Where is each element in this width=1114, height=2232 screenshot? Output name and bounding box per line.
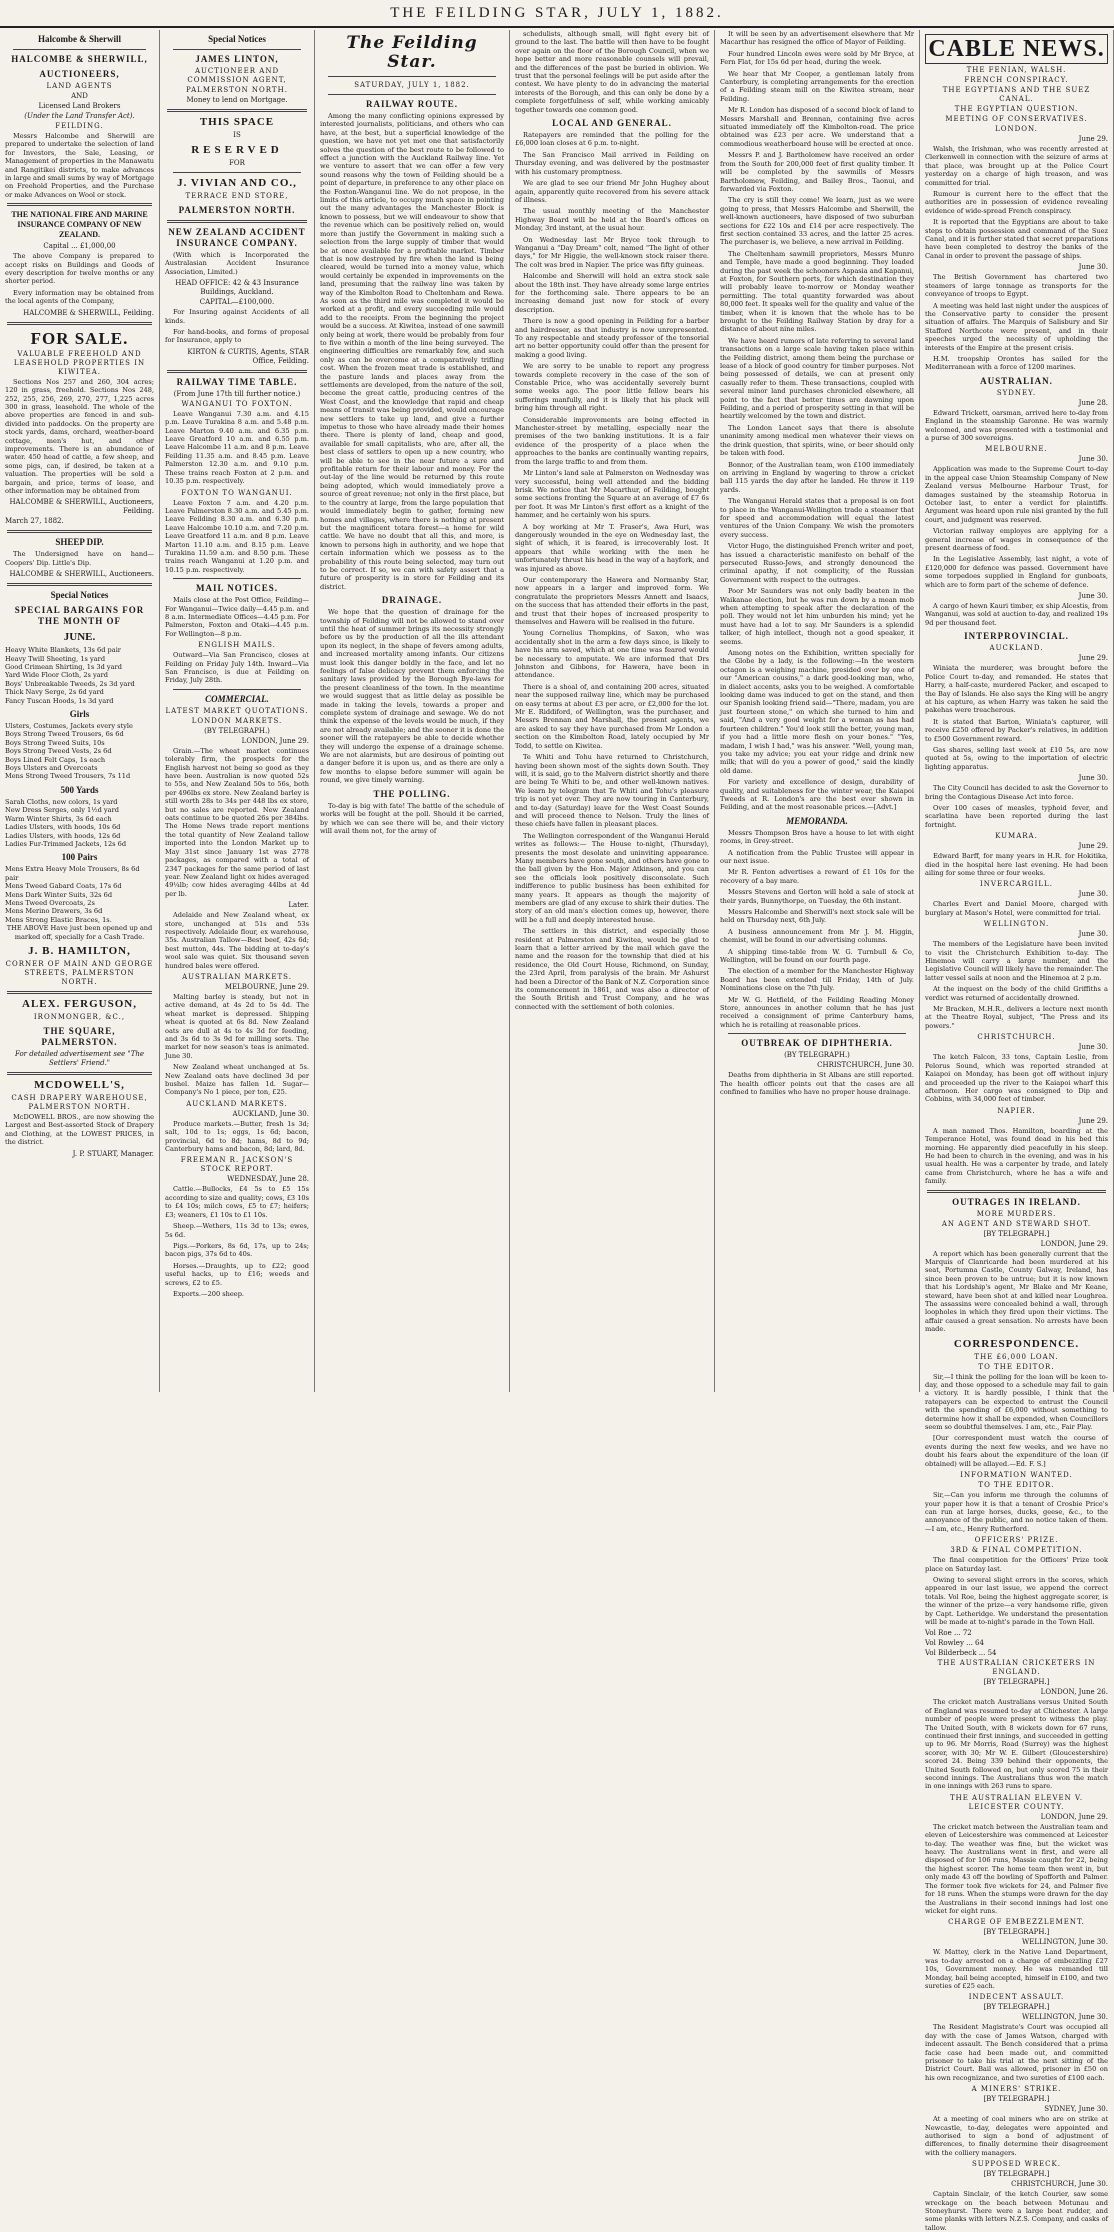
article-heading: MORE MURDERS. (976, 1209, 1057, 1218)
article-body: To-day is big with fate! The battle of the schedule of works will be fought at the poll. Should it be carried, by which we can see there will be, and their victory will avail them not, for the army of (320, 801, 504, 835)
place-heading: SYDNEY. (996, 388, 1037, 397)
reserved-line: RESERVED (191, 144, 283, 156)
article-heading: INFORMATION WANTED. (960, 1471, 1073, 1480)
article-heading: THE £6,000 LOAN. (974, 1352, 1059, 1361)
section-heading: Special Notices (208, 34, 266, 44)
column-6 (920, 30, 1114, 2232)
article-body: Exports.—200 sheep. (173, 1289, 245, 1298)
article-body: Horses.—Draughts, up to £22; good useful hacks, up to £16; weeds and screws, £2 to £5. (165, 1261, 309, 1287)
news-item: There is now a good opening in Feilding for a barber and hairdresser, as that industry is now unrepresented. To any respectable and steady professor of the tonsorial art no better opportunity could offer than the present for making a good living. (515, 317, 709, 359)
dateline: LONDON, June 26. (1040, 1688, 1108, 1697)
ad-body: Messrs Halcombe and Sherwill are prepared to undertake the selection of land for Investors, the Sale, Leasing, or Management of properties in the Manawatu and Rangitikei districts, to make advances in large and small sums by way of Mortgage on Freehold Properties, and the Purchase or make Advances on Wool or stock. (5, 132, 154, 199)
list-item: Yard Wide Floor Cloth, 2s yard (5, 671, 109, 680)
ad-capital: Capital ... £1,000,00 (43, 242, 116, 251)
ad-name: ALEX. FERGUSON, (22, 997, 137, 1010)
news-item: Poor Mr Saunders was not only badly beaten in the Waikanae election, but he was run down by a mean mob when attempting to speak after the declaration of the poll. They would not let him unburden his mind; yet he must have had a lot to say. Mr Saunders is a splendid talker, of high intellect, though not a good speaker, it seems. (720, 587, 914, 646)
ad-name: JAMES LINTON, (195, 54, 279, 64)
ad-subheading: Girls (69, 709, 90, 720)
news-item: Mr Bracken, M.H.R., delivers a lecture next month at the Theatre Royal, subject, "The Press and its powers." (925, 1005, 1108, 1030)
rule (173, 578, 301, 579)
ad-date: March 27, 1882. (5, 517, 64, 526)
list-item: Ladies Ulsters, with hoods, 12s 6d (5, 831, 121, 840)
rule (173, 689, 301, 690)
list-item: Heavy White Blankets, 13s 6d pair (5, 646, 121, 655)
list-item: Mens Tweed Gabard Coats, 17s 6d (5, 882, 122, 891)
news-item: A meeting was held last night under the auspices of the Conservative party to consider the present situation of affairs. The Marquis of Salisbury and Sir Stafford Northcote were present, and in their speeches urged the necessity of upholding the interests of the Empire at the present crisis. (925, 301, 1108, 352)
news-item: Young Cornelius Thompkins, of Saxon, who was accidentally shot in the arm a few days since, is likely to have his arm saved, which at one time was feared would be necessary to amputate. We are informed that Drs Johnston and Gibbons, for Hawera, have been in attendance. (515, 629, 709, 680)
list-item: Heavy Twill Sheeting, 1s yard (5, 654, 106, 663)
ad-and: AND (71, 92, 88, 100)
column-2 (160, 30, 315, 1392)
list-item: Mens Extra Heavy Mole Trousers, 8s 6d pair (5, 865, 140, 882)
list-item: Ulsters, Costumes, Jackets every style (5, 722, 133, 731)
article-body: Produce markets.—Butter, fresh 1s 3d; salt, 10d to 1s; eggs, 1s 6d; bacon, provincial, 6d to 8d; hams, 8d to 9d; Canterbury hams and bacon, 8d; lard, 8d. (165, 1119, 309, 1154)
place-heading: INVERCARGILL. (980, 880, 1053, 889)
news-item: A business announcement from Mr J. M. Higgin, chemist, will be found in our advertising columns. (720, 927, 914, 945)
news-item: Messrs Halcombe and Sherwill's next stock sale will be held on Thursday next, 6th July. (720, 908, 914, 925)
ad-heading: THE NATIONAL FIRE AND MARINE INSURANCE COMPANY OF NEW ZEALAND. (11, 210, 148, 240)
rule (7, 530, 152, 533)
list-item: Good Crimean Shirting, 1s 3d yard (5, 663, 122, 671)
dateline: June 29. (1078, 654, 1108, 663)
section-heading: AUSTRALIAN. (980, 375, 1053, 386)
ad-subheading: 500 Yards (60, 784, 99, 795)
rule (7, 583, 152, 586)
ad-role: Licensed Land Brokers (38, 102, 121, 110)
dateline: LONDON, June 29. (1040, 1239, 1108, 1248)
letter-body: Sir,—Can you inform me through the columns of your paper how it is that a tenant of Crosbie Price's can run at large horses, ducks, geese, &c., to the annoyance of the public, and no notice taken of them.—I am, etc., Henry Rutherford. (925, 1491, 1108, 1533)
article-heading: OUTBREAK OF DIPHTHERIA. (741, 1038, 893, 1049)
ad-body: THE ABOVE Have just been opened up and marked off, specially for a Cash Trade. (6, 924, 153, 941)
list-item: Mens Strong Elastic Braces, 1s. (5, 915, 112, 924)
news-item: A cargo of hewn Kauri timber, ex ship Alcestis, from Wanganui, was sold at auction to-day, and realized 19s 9d per thousand feet. (925, 602, 1108, 627)
news-item: The London Lancet says that there is absolute unanimity among medical men whatever their views on the drink question, that spirits, wine, or beer should only be taken with food. (720, 423, 914, 458)
news-item: For variety and excellence of design, durability of quality, and suitableness for the winter wear, the Kaiapoi Tweeds at R. London's are the best ever shown in Feilding, and at the most reasonable prices.—[Advt.] (720, 778, 914, 812)
timetable: Leave Wanganui 7.30 a.m. and 4.15 p.m. Leave Turakina 8 a.m. and 5.48 p.m. Leave Marton 9.40 a.m. and 6.35 p.m. Leave Greatford 10 a.m. and 6.55 p.m. Leave Halcombe 11 a.m. and 8 p.m. Leave Feilding 11.35 a.m. and 8.45 p.m. Leave Palmerston 12.30 a.m. and 9.10 p.m. These trains reach Foxton at 2 p.m. and 10.35 p.m. respectively. (165, 409, 309, 486)
ad-heading: FOR SALE. (30, 328, 129, 348)
article-body: Grain.—The wheat market continues tolerably firm, the prospects for the English harvest not being so good as they have been. Australian is now quoted 52s to 55s, and New Zealand 50s to 56s, both per 496lbs ex store. New Zealand barley is still worth 28s to 34s per 448 lbs ex store, but no sales are reported. New Zealand oats continue to be quoted 26s per 384lbs. The Home News trade report mentions the total quantity of New Zealand tallow imported into the London Market up to May 31st since January 1st was 2778 packages, as compared with a total of 2347 packages for the same period of last year. New Zealand light ox hides averaged 49¼lb; cow hides averaging 44lbs at 4d per lb. (165, 746, 309, 898)
article-heading: THE POLLING. (373, 788, 451, 799)
ad-name: NEW ZEALAND ACCIDENT INSURANCE COMPANY. (168, 227, 306, 248)
news-item: The election of a member for the Manchester Highway Board has been extended till Friday, 14th of July. Nominations close on the 7th July. (720, 967, 914, 993)
dateline: MELBOURNE, June 29. (224, 982, 309, 991)
rule (328, 94, 496, 95)
telegraph-note: [BY TELEGRAPH.] (983, 1678, 1050, 1687)
news-item: Among notes on the Exhibition, written specially for the Globe by a lady, is the following:—In the western octagon is a weighing machine, presided over by one of our "American cousins," a dark good-looking man, who, in dialect accents, asks you to be weighed. A comfortable looking dame was induced to get on the stand, and then our Spanish looking friend said—"There, madam, you are just fourteen stone," on which she turned to him and said, "And a very good weight for a woman as has had fourteen children." You'd look still the better, young man, if you had a little more flesh on your bones." "Yes, madam, I wish I had," was his answer. "Well, young man, you take my advice; you eat your ridge and drink new milk; that will do you a power of good," said the kindly old dame. (720, 649, 914, 775)
news-item: Te Whiti and Tohu have returned to Christchurch, having been shown most of the sights down South. They will, it is said, go to the Malvern district shortly and there are being Te Whiti to be, and other well-known natives. We learn by telegram that Te Whiti and Tohu's pleasure trip is not yet over. They are now touring in Canterbury, and to-day (Saturday) leave for the West Coast Sounds and will proceed thence to Nelson. Truly the lines of these chiefs have fallen in pleasant places. (515, 753, 709, 829)
dateline: WELLINGTON, June 30. (1022, 1938, 1108, 1947)
rule (7, 1072, 152, 1075)
news-item: It will be seen by an advertisement elsewhere that Mr Macarthur has resigned the office of Mayor of Feilding. (720, 30, 914, 47)
news-item: We are sorry to be unable to report any progress towards complete recovery in the case of the son of Constable Price, who was accidentally severely burnt some weeks ago. The poor little fellow bears his sufferings manfully, and it is likely that his pluck will bring him through all right. (515, 362, 709, 413)
rule (167, 109, 307, 112)
ad-sign: HALCOMBE & SHERWILL, Auctioneers. (9, 570, 154, 579)
price-list (5, 722, 154, 781)
news-item: We are glad to see our friend Mr John Hughey about again, apparently quite recovered from his severe attack of illness. (515, 179, 709, 204)
dateline: June 30. (1078, 263, 1108, 272)
list-item: New Dress Serges, only 1½d yard (5, 806, 119, 815)
article-body: Adelaide and New Zealand wheat, ex store, unchanged at 51s and 53s respectively. Adelaide flour, ex warehouse, 35s. Australian Tallow—Best beef, 42s 6d; best mutton, 44s. The bidding at to-day's wool sale was quiet. Six thousand seven hundred bales were offered. (165, 911, 309, 970)
article-heading: THE AUSTRALIAN CRICKETERS IN ENGLAND. (937, 1659, 1096, 1677)
article-heading: FRENCH CONSPIRACY. (964, 76, 1069, 84)
ad-name: J. VIVIAN AND CO., (177, 177, 297, 189)
telegraph-note: [BY TELEGRAPH.] (983, 1928, 1050, 1937)
route-heading: WANGANUI TO FOXTON. (181, 399, 293, 408)
news-item: Mr R. London has disposed of a second block of land to Messrs Marshall and Brennan, containing five acres situated immediately off the Kimbolton-road. The price obtained was £23 per acre. We understand that a commodious weatherboard house will be erected at once. (720, 106, 914, 148)
news-item: The San Francisco Mail arrived in Feilding on Thursday evening, and was delivered by the postmaster with his customary promptness. (515, 150, 709, 176)
news-item: The cricket match between the Australian team and eleven of Leicestershire was commenced at Leicester to-day. The weather was fine, but the wicket was heavy. The Australians went in first, and were all disposed of for 106 runs, Massie caught for 22, being the highest scorer. The home team then went in, but only made 43 off the bowling of Spofforth and Palmer. The former took five wickets for 24, and Palmer five for 18 runs. When the stumps were drawn for the day the Australians in their second innings had lost one wicket for eight runs. (925, 1822, 1108, 1915)
ad-sign: J. P. STUART, Manager. (72, 1149, 154, 1158)
rule (173, 49, 301, 50)
dateline: June 29. (1078, 842, 1108, 851)
column-5 (715, 30, 920, 1392)
list-item: Boys Strong Tweed Suits, 10s (5, 738, 105, 747)
telegraph-note: [BY TELEGRAPH.] (983, 1229, 1050, 1238)
dateline: CHRISTCHURCH, June 30. (1011, 2180, 1108, 2189)
news-item: The usual monthly meeting of the Manchester Highway Board will be held at the Board's offices on Monday, 3rd instant, at the usual hour. (515, 207, 709, 233)
news-item: The cricket match Australians versus United South of England was resumed to-day at Chichester. A large number of people were present to witness the play. The United South, with 8 wickets down for 67 runs, continued their first innings, and succeeded in getting up to 96. Mr Morris, Road (Surrey) was the highest scorer, with 30; Mr W. E. Gilbert (Gloucestershire) scored 24. Being 339 behind their opponents, the United South followed on, but only scored 75 in their second innings. The Australians thus won the match in one innings with 263 runs to spare. (925, 1698, 1108, 1791)
list-item: Ladies Fur-Trimmed Jackets, 12s 6d (5, 839, 127, 848)
letter-body: Sir,—I think the polling for the loan will be keen to-day, and those opposed to a schedule may fail to gain a victory. It is hardly possible, I think that the ratepayers can be expected to entrust the Council with the spending of £6,000 without something to determine how it shall be expended, when Councillors seem so doubtful themselves. I am, etc., Fair Play. (925, 1372, 1108, 1432)
ad-name: HALCOMBE & SHERWILL, (11, 54, 148, 64)
ad-body: The Undersigned have on hand— Coopers' Dip. Little's Dip. (5, 550, 154, 567)
ad-address: TERRACE END STORE, (185, 192, 289, 200)
place-heading: LONDON. (995, 125, 1038, 133)
news-item: At the inquest on the body of the child Griffiths a verdict was returned of accidentally drowned. (925, 985, 1108, 1002)
ad-town: PALMERSTON NORTH. (178, 205, 296, 215)
rule (13, 49, 146, 50)
route-heading: FOXTON TO WANGANUI. (181, 488, 293, 497)
ad-capital: CAPITAL—£100,000. (199, 298, 275, 307)
news-item: Gas shares, selling last week at £10 5s, are now quoted at 5s, owing to the importation of electric lighting apparatus. (925, 745, 1108, 771)
ad-body: Sections Nos 257 and 260, 304 acres; 120 in grass, freehold. Sections Nos 248, 252, 255, 256, 269, 270, 277, 1,225 acres 300 in grass, leasehold. The whole of the above properties are fenced in and sub-divided into paddocks. On the property are stock yards, dams, orchard, weather-board cottage, men's hut, and other improvements. There is an abundance of water. 450 head of cattle, a few sheep, and some pigs, can, if desired, be taken at a valuation. The properties will be sold a bargain, and price, terms of lease, and other information may be obtained from (5, 377, 154, 495)
ad-address: THE SQUARE, PALMERSTON. (41, 1025, 118, 1047)
rule (7, 203, 152, 206)
news-item: The ketch Falcon, 33 tons, Captain Leslie, from Pelorus Sound, which was reported stranded at Kaiapoi on Monday, has been got off without injury and proceeded up the river to the Kaiapoi wharf this afternoon. Her cargo was consigned to Dip and Cobbins, with 34,000 feet of timber. (925, 1053, 1108, 1104)
list-item: Sarah Cloths, new colors, 1s yard (5, 797, 118, 806)
list-item: Boys' Unbreakable Tweeds, 2s 3d yard (5, 679, 135, 688)
article-heading: THE AUSTRALIAN ELEVEN V. LEICESTER COUNTY. (949, 1793, 1084, 1811)
section-heading: COMMERCIAL. (205, 693, 269, 704)
price-list (5, 646, 154, 705)
news-item: The Resident Magistrate's Court was occupied all day with the case of James Watson, charged with indecent assault. The Bench considered that a prima facie case had been made out, and committed prisoner to take his trial at the next sitting of the District Court. Bail was allowed, prisoner in £50 on his own recognizance, and two sureties of £100 each. (925, 2023, 1108, 2082)
ad-body: McDOWELL BROS., are now showing the Largest and Best-assorted Stock of Drapery and Clothing, at the LOWEST PRICES, in the district. (5, 1112, 154, 1147)
news-item: At a meeting of coal miners who are on strike at Newcastle, to-day, delegates were appointed and authorised to sign a bond of adjustment of differences, to finally determine their disagreement with the colliery managers. (925, 2115, 1108, 2157)
dateline: June 30. (1078, 774, 1108, 783)
news-item: Four hundred Lincoln ewes were sold by Mr Bryce, at Fern Flat, for 15s 6d per head, during the week. (720, 49, 914, 67)
column-4 (510, 30, 715, 1392)
article-heading: OUTRAGES IN IRELAND. (952, 1196, 1081, 1207)
rule (173, 172, 301, 173)
cable-news-heading: CABLE NEWS. (925, 34, 1108, 64)
news-item: Messrs P. and J. Bartholomew have received an order from the South for 200,000 feet of first quality timber. It will be completed by the sawmills of Messrs Bartholomew, Feilding, and Bailey Bros., Taonui, and forwarded via Foxton. (720, 151, 914, 193)
article-heading: SUPPOSED WRECK. (972, 2160, 1061, 2169)
reserved-line: IS (233, 131, 241, 139)
column-3 (315, 30, 510, 1392)
ad-body: Money to lend on Mortgage. (186, 96, 288, 104)
dateline: WELLINGTON, June 30. (1022, 2013, 1108, 2022)
article-heading: DRAINAGE. (381, 595, 443, 606)
article-heading: MEMORANDA. (786, 815, 848, 826)
dateline: June 30. (1078, 455, 1108, 464)
list-item: Boys Lined Felt Caps, 1s each (5, 755, 106, 764)
dateline: June 28. (1078, 398, 1108, 407)
price-list (5, 865, 154, 924)
place-heading: KUMARA. (995, 832, 1038, 841)
news-item: Captain Sinclair, of the ketch Courier, saw some wreckage on the beach between Motunau and Stoneyhurst. There were a large boat rudder, and some planks with letters N.Z.S. Company, and casks of tallow. (925, 2190, 1108, 2232)
news-item: Charles Evert and Daniel Moore, charged with burglary at Mason's Hotel, were committed for trial. (925, 900, 1108, 917)
news-item: Walsh, the Irishman, who was recently arrested at Clerkenwell in connection with the seizure of arms at that place, was brought up at the Police Court yesterday on a charge of high treason, and was committed for trial. (925, 145, 1108, 187)
news-item: We have heard rumors of late referring to several land transactions on a large scale having taken place within the Feilding district, among them being the purchase or lease of a block of good country for timber purposes. Not being possessed of details, we can at present only casually refer to them. These transactions, coupled with several minor land purchases chronicled elsewhere, all point to the fact that better times are dawning upon Feilding, and a period of prosperity setting in that will be heartily welcomed by the town and district. (720, 336, 914, 421)
reserved-line: THIS SPACE (199, 116, 275, 128)
section-heading: INTERPROVINCIAL. (964, 631, 1069, 642)
ad-heading: Halcombe & Sherwill (38, 34, 121, 44)
news-item: Victor Hugo, the distinguished French writer and poet, has issued a characteristic manifesto on behalf of the persecuted Russo-Jews, and strongly denounced the criminal apathy, if not complicity, of the Russian Government with respect to the outrages. (720, 542, 914, 584)
news-item: The Cheltenham sawmill proprietors, Messrs Munro and Temple, have made a good beginning. They loaded during the past week the schooners Aspasia and Kapanui, at Foxton, for Southern ports, for which destination they will probably leave to-morrow or Monday weather permitting. The total quantity forwarded was about 80,000 feet. It speaks well for the quality and value of the timber, when it is known that the whole has to be brought to the Feilding Railway Station by dray for a distance of about nine miles. (720, 249, 914, 334)
masthead (0, 0, 1114, 28)
list-item: Mens Dark Winter Suits, 32s 6d (5, 890, 113, 899)
dateline: June 29. (1078, 135, 1108, 143)
dateline: CHRISTCHURCH, June 30. (817, 1061, 914, 1070)
ad-role: (Under the Land Transfer Act). (24, 112, 135, 120)
list-item: Warm Winter Shirts, 3s 6d each (5, 814, 112, 823)
article-heading: CHARGE OF EMBEZZLEMENT. (948, 1918, 1085, 1927)
ad-body: (With which is Incorporated the Australasian Accident Insurance Association, Limited.) (165, 251, 309, 276)
article-heading: MEETING OF CONSERVATIVES. (945, 115, 1088, 123)
list-item: Boys Strong Tweed Trousers, 6s 6d (5, 730, 124, 739)
article-heading: RAILWAY ROUTE. (365, 99, 459, 109)
article-body: Cattle.—Bullocks, £4 5s to £5 15s according to size and quality; cows, £3 10s to £4 10s; milch cows, £5 to £7; heifers; £3; weaners, £1 10s to £1 10s. (165, 1185, 309, 1219)
ad-sign: KIRTON & CURTIS, Agents, STAR Office, Feilding. (187, 347, 309, 365)
article-heading: THE FENIAN, WALSH. (966, 66, 1067, 74)
rule (927, 1190, 1106, 1193)
dateline: LONDON, June 29. (241, 736, 309, 745)
dateline: June 30. (1078, 930, 1108, 939)
news-item: In the Legislative Assembly, last night, a vote of £120,000 for defence was passed. Government have some torpedoes supplied in England for gunboats, which are to form part of the scheme of defence. (925, 555, 1108, 589)
ad-role: AUCTIONEER AND COMMISSION AGENT, (187, 67, 287, 84)
ad-body: The above Company is prepared to accept risks on Buildings and Goods of every description for twelve months or any shorter period. (5, 252, 154, 286)
news-item: Mr R. Fenton advertises a reward of £1 10s for the recovery of a bay mare. (720, 868, 914, 885)
list-item: Ladies Ulsters, with hoods, 10s 6d (5, 823, 121, 832)
news-item: The British Government has chartered two steamers of large tonnage as transports for the conveyance of troops to Egypt. (925, 273, 1108, 299)
news-item: Deaths from diphtheria in St Albans are still reported. The health officer points out that the cases are all confined to families who have no proper house drainage. (720, 1071, 914, 1097)
place-heading: NAPIER. (997, 1106, 1036, 1115)
ad-body: For Insuring against Accidents of all kinds. (165, 308, 309, 325)
ad-role: IRONMONGER, &C., (33, 1012, 126, 1021)
rule (728, 1033, 906, 1034)
price-list (5, 798, 154, 848)
article-body: Malting barley is steady, but not in active demand, at 4s 2d to 5s 4d. The wheat market is depressed. Shipping wheat is quoted at 6s 8d. New Zealand oats are dull at 4s to 4s 3d for feeding, and 3s 6d to 3s 9d for milling sorts. The market for new season's teas is animated. June 30. (165, 992, 309, 1060)
score-line: Vol Rowley ... 64 (925, 1639, 984, 1648)
market-heading: AUSTRALIAN MARKETS. (182, 972, 292, 981)
article-heading: INDECENT ASSAULT. (968, 1993, 1065, 2002)
route-heading: ENGLISH MAILS. (198, 641, 276, 650)
article-heading: AN AGENT AND STEWARD SHOT. (941, 1219, 1092, 1228)
dateline: June 29. (1078, 1116, 1108, 1125)
rule (7, 322, 152, 325)
news-item: Application was made to the Supreme Court to-day in the appeal case Union Steamship Company of New Zealand versus Melbourne Harbour Trust, for damages sustained by the steamship Rotorua in October last, to enter a verdict for plaintiffs. Argument was heard upon rule nisi granted by the full court, and judgment was reserved. (925, 465, 1108, 524)
news-item: It is stated that Barton, Winiata's capturer, will receive £250 offered by Packer's relatives, in addition to £500 Government reward. (925, 717, 1108, 743)
ad-role: LAND AGENTS (46, 82, 113, 90)
ad-town: PALMERSTON NORTH. (186, 86, 288, 94)
list-item: Boys Strong Tweed Vests, 2s 6d (5, 747, 112, 756)
list-item: Mens Merino Drawers, 3s 6d (5, 907, 103, 916)
issue-date: SATURDAY, JULY 1, 1882. (354, 81, 470, 89)
dateline: LONDON, June 29. (1040, 1812, 1108, 1821)
news-item: Victorian railway employes are applying for a general increase of wages in consequence of the present dearness of food. (925, 527, 1108, 553)
news-item: W. Mattey, clerk in the Native Land Department, was to-day arrested on a charge of embezzling £27 10s, Government money. He was remanded till Monday, bail being accepted, himself in £100, and two sureties of £25 each. (925, 1948, 1108, 1990)
news-item: We hear that Mr Cooper, a gentleman lately from Canterbury, is completing arrangements for the erection of a Feilding steam mill on the Kiwitea stream, near Feilding. (720, 69, 914, 103)
news-item: Owing to several slight errors in the scores, which appeared in our last issue, we append the correct totals. Vol Roe, being the highest aggregate scorer, is the winner of the prize—a very handsome rifle, given by Capt. Letheridge. We understand the presentation will be made at to-night's parade in the Town Hall. (925, 1575, 1108, 1626)
telegraph-note: [BY TELEGRAPH.] (983, 2170, 1050, 2179)
article-body: schedulists, although small, will fight every bit of ground to the last. The battle will then have to be fought over again on the floor of the Borough Council, when we hope better and more reasonable counsels will prevail, and the differences of the past be buried in oblivion. We trust that the personal feelings will be put aside after the contest. We have plenty to do in advancing the material interests of the Borough, and this can only be done by a complete forgetfulness of self, while working amicably together towards one common good. (515, 30, 709, 114)
article-heading: OFFICERS' PRIZE. (974, 1536, 1059, 1545)
article-heading: A MINERS' STRIKE. (971, 2085, 1062, 2094)
newspaper-title: The Feilding Star. (346, 33, 478, 72)
section-subheading: (From June 17th till further notice.) (173, 389, 301, 398)
article-heading: THE EGYPTIANS AND THE SUEZ CANAL. (942, 86, 1091, 103)
timetable: Leave Foxton 7 a.m. and 4.20 p.m. Leave Palmerston 8.30 a.m. and 5.45 p.m. Leave Feilding 8.30 a.m. and 6.30 p.m. Leave Halcombe 10.10 a.m. and 7.20 p.m. Leave Greatford 11 a.m. and 8 p.m. Leave Marton 11.10 a.m. and 8.15 p.m. Leave Turakina 11.59 a.m. and 8.50 p.m. These trains reach Wanganui at 1.20 p.m. and 10.15 p.m. respectively. (165, 498, 309, 574)
article-body: Among the many conflicting opinions expressed by interested journalists, politicians, and others who can have, at the best, but a superficial knowledge of the question, we have not yet met one that satisfactorily solves the question of the best route to be followed to effect a junction with the Auckland Railway line. Yet we venture to assert that we can offer a few very sound reasons why the town of Feilding should be a point of departure, in preference to any other place on the Foxton-Wanganui line. We do not propose, in the limits of this article, to occupy much space in pointing out the many advantages the Manchester Block is known to possess, but we will endeavour to show that the revenue which can be positively relied on, would more than justify the Government in making such a selection from the large supply of timber that would be at once available for a profitable market. Timber that is now destroyed by fire when the land is being cleared, would be turned into a money value, which would certainly be expended in improvements on the land, presuming that the railway line was taken by way of the Kimbolton Road to Cheltenham and Rewa. As soon as the third mile was completed it would be worked at a profit, and every succeeding mile would add to the receipts. From the beginning the project would be a success. At Kiwitea, instead of one sawmill only being at work, there would be probably from four to five within a month of the line being surveyed. The engineering difficulties are remarkably few, and such only as can be overcome at a comparatively trifling cost. When the frozen meat trade is established, and the pasture lands and places away from the settlements are developed, from the nature of the soil, become the great cattle, producing centres of the West Coast, and the knowledge that rapid and cheap means of transit was being provided, would encourage new settlers to take up land, and give a further impetus to those who have already made their homes there. There is plenty of land, cheap and good, available for small capitalists, who are, after all, the best class of settlers to open up a new country, who will be able to see in the near future a sure and profitable return for their labour and money. For the out-lay of the line would be returned by this route being adopted, which would immediately prove a source of great revenue; not only in the first place, but to the country at large, from the large population that would immediately begin to gather, forming new homes and villages, where there is nothing at present but the magnificent totara forest—a home for wild cattle. We have no doubt that all this, and more, is known to persons high in authority, and we hope that certain information which we possess as to the probability of this route being selected, may turn out to be correct. If so, we can with safety assert that a future of prosperity is in store for Feilding and its district. (320, 112, 504, 591)
news-item: It is reported that the Egyptians are about to take steps to obtain possession and command of the Suez Canal, and it is further stated that secret preparations have been completed to destroy the banks of the Canal in order to prevent the passage of ships. (925, 218, 1108, 260)
article-body: New Zealand wheat unchanged at 5s. New Zealand oats have declined 3d per bushel. Maize has fallen 1d. Sugar—Company's No 1 piece, per ton, £25. (165, 1063, 309, 1097)
news-item: Winiata the murderer, was brought before the Police Court to-day, and remanded. He states that Harry, a half-caste, murdered Packer, and escaped to the Bay of Islands. He also says the King will be angry at his capture, as when Harry was taken he said the pakehas were treacherous. (925, 664, 1108, 715)
news-item: Edward Barff, for many years in H.R. for Hokitika, died in the hospital here last evening. He had been ailing for some three or four weeks. (925, 852, 1108, 877)
news-item: H.M. troopship Orontes has sailed for the Mediterranean with a force of 1200 marines. (925, 354, 1108, 372)
news-item: Messrs Thompson Bros have a house to let with eight rooms, in Grey-street. (720, 828, 914, 846)
place-heading: CHRISTCHURCH. (977, 1033, 1056, 1042)
list-item: Fancy Tuscan Hoods, 1s 3d yard (5, 696, 114, 705)
news-item: Ratepayers are reminded that the polling for the £6,000 loan closes at 6 p.m. to-night. (515, 131, 709, 148)
news-item: Bonnor, of the Australian team, won £100 immediately on arriving in England by wagering to throw a cricket ball 115 yards the day after he landed. He threw it 119 yards. (720, 460, 914, 494)
ad-month: JUNE. (63, 631, 96, 644)
telegraph-note: (BY TELEGRAPH.) (784, 1051, 850, 1060)
news-item: Edward Trickett, oarsman, arrived here to-day from England in the steamship Garonne. He was warmly welcomed, and was presented with a testimonial and a purse of 300 sovereigns. (925, 408, 1108, 442)
ad-role: CASH DRAPERY WAREHOUSE, PALMERSTON NORTH. (11, 1093, 148, 1111)
mail-body: Outward—Via San Francisco, closes at Feilding on Friday July 14th. Inward—Via San Francisco, is due at Feilding on Friday, July 28th. (165, 651, 309, 685)
telegraph-note: (BY TELEGRAPH.) (204, 726, 270, 735)
ad-title: SPECIAL BARGAINS FOR THE MONTH OF (14, 605, 145, 627)
score-line: Vol Bilderbeck ... 54 (925, 1649, 997, 1658)
place-heading: MELBOURNE. (985, 445, 1048, 454)
dateline: June 30. (1078, 890, 1108, 899)
dateline: Later. (288, 901, 309, 910)
news-item: The settlers in this district, and especially those resident at Palmerston and Kiwitea, would be glad to learn that a letter arrived by the mail which gave the name and the reason for the township that died at his residence, the Old Court House, Richmond, on Sunday, the 23rd April, from paralysis of the brain. Mr Ashurst had been a Director of the Bank of N.Z. Corporation since its commencement in 1861, and was also a director of the South British and Trust Company, and he was connected with the settlement of both colonies. (515, 927, 709, 1011)
article-heading: LOCAL AND GENERAL. (552, 118, 672, 129)
section-heading: MAIL NOTICES. (195, 583, 279, 594)
ad-office: HEAD OFFICE: 42 & 43 Insurance Buildings, Auckland. (175, 279, 299, 297)
news-item: Messrs Stevens and Gorton will hold a sale of stock at their yards, Bunnythorpe, on Tuesday, the 6th instant. (720, 888, 914, 905)
news-item: The final competition for the Officers' Prize took place on Saturday last. (925, 1556, 1108, 1573)
rule (7, 991, 152, 994)
market-heading: FREEMAN R. JACKSON'S STOCK REPORT. (180, 1156, 294, 1174)
ad-name: MCDOWELL'S, (34, 1078, 125, 1091)
ad-sign: HALCOMBE & SHERWILL, Auctioneers, Feilding. (9, 498, 154, 516)
ad-note: For detailed advertisement see "The Settlers' Friend." (14, 1049, 145, 1067)
place-heading: AUCKLAND. (989, 644, 1044, 653)
list-item: Mens Tweed Overcoats, 2s (5, 898, 95, 907)
ad-subheading: 100 Pairs (61, 852, 98, 863)
article-body: We hope that the question of drainage for the township of Feilding will not be allowed to stand over until the heat of summer brings its necessity strongly before us by the production of all the ills attendant upon its neglect, in the shape of fevers among adults, and increased mortality among infants. Our citizens must look this danger boldly in the face, and let no feelings of false delicacy prevent them enforcing the sanitary laws provided by the Borough Bye-laws for the present cleanliness of the town. In the meantime we would suggest that as little delay as possible be made in taking the levels, towards a proper and complete system of drainage and sewage. We do not think the expense of the levels would be much, if they are not already available; and the sooner it is done the sooner will the ratepayers be able to decide whether they will undergo the expense of a drainage scheme. We are not alarmists, but are desirous of pointing out a danger before it is upon us, and as there are only a few months to elapse before summer will again be round, we give timely warning. (320, 608, 504, 785)
score-line: Vol Roe ... 72 (925, 1629, 972, 1638)
ad-town: FEILDING. (55, 122, 104, 130)
news-item: Considerable improvements are being effected in Manchester-street by metalling, especially near the premises of the two banking institutions. It is a fair evidence of the prosperity of a place when the approaches to the banks are continually wanting repairs, from the large traffic to and from them. (515, 415, 709, 466)
ad-role: AUCTIONEERS, (39, 69, 120, 79)
news-item: A man named Thos. Hamilton, boarding at the Temperance Hotel, was found dead in his bed this morning. He apparently died peacefully in his sleep. He had been to church in the evening, and was in his usual health. He was a carpenter by trade, and lately came from Christchurch, where he has a wife and family. (925, 1126, 1108, 1186)
reserved-line: FOR (229, 159, 245, 167)
dateline: AUCKLAND, June 30. (232, 1109, 309, 1118)
news-item: Over 100 cases of measles, typhoid fever, and scarlatina have been reported during the last fortnight. (925, 803, 1108, 829)
list-item: Thick Navy Serge, 2s 6d yard (5, 688, 104, 697)
section-heading: RAILWAY TIME TABLE. (176, 376, 298, 387)
news-item: The Wellington correspondent of the Wanganui Herald writes as follows:— The House to-night, (Thursday), presents the most desolate and uninviting appearance. Many members have gone south, and others have gone to the ball given by the Hon. Major Atkinson, and you can see the officials look positively disconsolate. Such indifference to public business has been exhibited for many years. It appears as though the majority of members are glad of any excuse to shirk their duties. The story of an old man's election comes up, however, there will be a full and deeply interested house. (515, 831, 709, 924)
dateline: WEDNESDAY, June 28. (227, 1175, 309, 1184)
news-item: Mr Linton's land sale at Palmerston on Wednesday was very successful, being well attended and the bidding brisk. We notice that Mr Macarthur, of Feilding, bought some sections fronting the Square at an average of £7 6s per foot. It was Mr Linton's first effort as a knight of the hammer, and he certainly won his spurs. (515, 469, 709, 520)
news-item: A notification from the Public Trustee will appear in our next issue. (720, 848, 914, 865)
section-heading: CORRESPONDENCE. (953, 1337, 1080, 1350)
telegraph-note: [BY TELEGRAPH.] (983, 2095, 1050, 2104)
news-item: The cry is still they come! We learn, just as we were going to press, that Messrs Halcombe and Sherwill, the well-known auctioneers, have disposed of two suburban sections for £22 10s and £14 per acre respectively. The first section contained 33 acres, and the latter 25 acres. The purchaser is, we believe, a new arrival in Feilding. (720, 196, 914, 247)
article-body: Sheep.—Wethers, 11s 3d to 13s; ewes, 5s 6d. (165, 1222, 309, 1239)
masthead-title: THE FEILDING STAR, JULY 1, 1882. (390, 5, 724, 21)
mail-body: Mails close at the Post Office, Feilding— For Wanganui—Twice daily—4.45 p.m. and 8 a.m. Intermediate Offices—4.45 p.m. For Palmerston, Foxton and Otaki—4.45 p.m. For Wellington—8 p.m. (165, 596, 309, 638)
list-item: Mens Strong Tweed Trousers, 7s 11d (5, 772, 131, 781)
news-item: On Wednesday last Mr Bryce took through to Wanganui a "Day Dream" colt, named "The light of other days," for Mr Higgie, the well-known stock raiser there. The colt was bred in Napier. The price was fifty guineas. (515, 235, 709, 269)
letter-address: TO THE EDITOR. (978, 1362, 1055, 1371)
ad-body: Every information may be obtained from the local agents of the Company, (5, 288, 154, 306)
letter-body: [Our correspondent must watch the course of events during the next few weeks, and we have no doubt his fears about the expenditure of the loan (if obtained) will be allayed.—Ed. F. S.] (925, 1434, 1108, 1468)
ad-heading: SHEEP DIP. (55, 537, 104, 548)
ad-heading: Special Notices (50, 590, 109, 601)
market-heading: AUCKLAND MARKETS. (186, 1099, 288, 1108)
news-item: A report which has been generally current that the Marquis of Clanricarde had been murdered at his seat, Portumna Castle, County Galway, Ireland, has since been proven to be untrue; but it is now known that his Lordship's agent, Mr Blake and Mr Keane, steward, have been shot at and killed near Loughrea. The assassins were concealed behind a wall, through loopholes in which they fired upon their victims. The affair caused a great sensation. No arrests have been made. (925, 1249, 1108, 1334)
column-1 (0, 30, 160, 1392)
news-item: Halcombe and Sherwill will hold an extra stock sale about the 18th inst. They have already some large entries for the forthcoming sale. There appears to be an increasing demand just now for stock of every description. (515, 272, 709, 314)
ad-address: CORNER OF MAIN AND GEORGE STREETS, PALMERSTON NORTH. (5, 959, 154, 986)
news-item: The Wanganui Herald states that a proposal is on foot to place in the Wanganui-Wellington trade a steamer that for speed and accommodation will equal the latest ventures of the Union Company. We wish the promoters every success. (720, 497, 914, 539)
news-item: A shipping time-table from W. G. Turnbull & Co, Wellington, will be found on our fourth page. (720, 947, 914, 965)
news-item: Mr W. G. Hetfield, of the Feilding Reading Money Store, announces in another column that he has just received a consignment of prime Canterbury hams, which he is retailing at reasonable prices. (720, 995, 914, 1029)
news-item: Rumour is current here to the effect that the authorities are in possession of evidence revealing evidence of wide-spread French conspiracy. (925, 190, 1108, 215)
news-item: Our contemporary the Hawera and Normanby Star, now appears in a larger and improved form. We congratulate the proprietors Messrs Annett and Isaacs, on the success that has attended their efforts in the past, and trust that their hopes of increased prosperity to themselves and Hawera will be realised in the future. (515, 575, 709, 626)
letter-address: TO THE EDITOR. (978, 1481, 1055, 1490)
ad-body: For hand-books, and forms of proposal for Insurance, apply to (165, 328, 309, 345)
dateline: SYDNEY, June 30. (1044, 2105, 1108, 2114)
news-item: A boy working at Mr T. Fraser's, Awa Huri, was dangerously wounded in the eye on Wednesday last, the sight of which, it is feared, is irrecoverably lost. It appears that while working with the men he unfortunately thrust his head in the way of a hayfork, and was injured as above. (515, 522, 709, 573)
section-subheading: LATEST MARKET QUOTATIONS. (165, 706, 309, 715)
article-heading: THE EGYPTIAN QUESTION. (954, 105, 1079, 113)
news-item: The City Council has decided to ask the Governor to bring the Contagious Disease Act into force. (925, 784, 1108, 801)
rule (328, 76, 496, 77)
news-item: The members of the Legislature have been invited to visit the Christchurch Exhibition to-day. The Hinemoa will carry a large number, and the Legislative Council will likely have the remainder. The latter vessel sails at noon and the Hinemoa at 2 p.m. (925, 940, 1108, 982)
ad-sign: HALCOMBE & SHERWILL, Feilding. (23, 308, 154, 317)
news-item: There is a shoal of, and containing 200 acres, situated near the supposed railway line, which may be purchased on easy terms at about £3 per acre, or £2,000 for the lot. Mr E. Riddiford, of Wellington, was the purchaser, and Messrs Brennan and Marshall, the present agents, we are asked to say they have purchased from Mr London a section on the Kimbolton Road, lately occupied by Mr Todd, to settle on Kiwitea. (515, 682, 709, 750)
ad-subheading: VALUABLE FREEHOLD AND LEASEHOLD PROPERTIES IN KIWITEA. (13, 349, 146, 376)
list-item: Boys Ulsters and Overcoats (5, 764, 98, 773)
rule (167, 370, 307, 373)
place-heading: WELLINGTON. (983, 920, 1050, 929)
dateline: June 30. (1078, 592, 1108, 601)
market-heading: LONDON MARKETS. (191, 716, 283, 725)
article-body: Pigs.—Porkers, 8s 6d, 17s, up to 24s; bacon pigs, 37s 6d to 40s. (165, 1241, 309, 1259)
rule (167, 220, 307, 223)
ad-name: J. B. HAMILTON, (28, 944, 131, 957)
telegraph-note: [BY TELEGRAPH.] (983, 2003, 1050, 2012)
dateline: June 30. (1078, 1043, 1108, 1052)
article-heading: 3RD & FINAL COMPETITION. (950, 1546, 1083, 1555)
